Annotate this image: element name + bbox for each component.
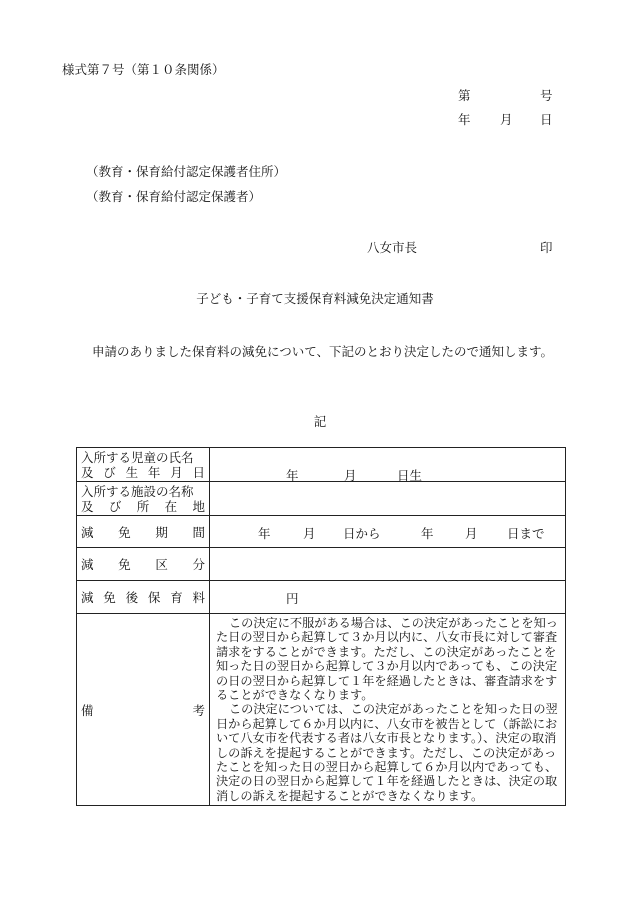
child-info-field [210,448,566,482]
label-char: び [108,498,122,514]
document-number-prefix: 第 [458,88,471,103]
seal-label: 印 [540,240,553,255]
label-char: 期 [155,524,168,540]
label-line-2 [81,465,205,480]
table-row-child [77,448,566,482]
label-char: 月 [170,464,183,480]
fee-field [210,581,566,614]
label-char: 料 [192,590,205,605]
remarks-paragraph-2: この決定については、この決定があったことを知った日の翌日から起算して６か月以内に、八女市を被告として（訴訟において八女市を代表する者は八女市長となります。）、決定の取消しの訴えを提起することができます。ただし、この決定があったことを知った日の翌日から起算して６か月以内であっても、決定の日の翌日から起算して１年を経過したときは、決定の取消しの訴えを提起することができなくなります。 [216,702,558,803]
form-number: 様式第７号（第１０条関係） [62,62,225,77]
ki-heading: 記 [313,414,327,429]
label-char: 保 [147,590,161,605]
document-title: 子ども・子育て支援保育料減免決定通知書 [196,291,434,306]
label-char: 区 [155,557,168,572]
label-char: 考 [192,702,205,718]
remarks-field [210,614,566,806]
period-to-year: 年 [421,525,434,541]
birth-year-label: 年 [286,467,299,483]
facility-info-field [210,482,566,516]
period-from-month: 月 [303,525,316,541]
period-field [210,516,566,548]
category-field [210,548,566,581]
date-month-label: 月 [500,112,513,127]
label-char: 及 [81,498,94,514]
body-paragraph: 申請のありました保育料の減免について、下記のとおり決定したので通知します。 [92,344,554,359]
label-char: 免 [118,557,131,572]
label-char: 備 [81,702,94,718]
label-char: 後 [125,590,139,605]
label-char: 地 [192,498,205,514]
table-row-facility [77,482,566,516]
label-facility-name-address [77,482,210,516]
period-from-year: 年 [258,525,271,541]
table-row-category [77,548,566,581]
period-to-month: 月 [465,525,478,541]
label-char: び [103,464,116,480]
label-line-2 [81,499,205,514]
remarks-paragraph-1: この決定に不服がある場合は、この決定があったことを知った日の翌日から起算して３か月以内に、八女市長に対して審査請求をすることができます。ただし、この決定があったことを知った日の翌日から起算して３か月以内であっても、この決定の日の翌日から起算して１年を経過したときは、審査請求をすることができなくなります。 [216,616,558,703]
label-char: 減 [81,524,94,540]
table-row-remarks [77,614,566,806]
label-char: 免 [118,524,131,540]
label-char: 育 [170,590,183,605]
date-day-label: 日 [540,112,553,127]
label-exemption-category [77,548,210,581]
label-line-1: 入所する児童の氏名 [81,449,194,465]
recipient-guardian: （教育・保育給付認定保護者） [86,189,262,204]
issuer-name: 八女市長 [367,240,418,255]
date-year-label: 年 [458,112,471,127]
label-char: 分 [192,557,205,572]
label-line-1: 入所する施設の名称 [81,483,194,499]
label-char: 減 [81,590,94,605]
label-char: 年 [147,464,161,480]
label-char: 及 [81,464,94,480]
label-char: 生 [125,464,139,480]
period-to-day: 日まで [507,525,545,541]
label-char: 間 [192,524,205,540]
table-row-fee [77,581,566,614]
table-row-period [77,516,566,548]
label-char: 免 [103,590,116,605]
label-char: 日 [192,464,205,480]
birth-month-label: 月 [344,467,357,483]
label-child-name-birthdate [77,448,210,482]
birth-day-label: 日生 [397,467,423,483]
document-number-suffix: 号 [540,88,553,103]
label-exemption-period [77,516,210,548]
label-char: 減 [81,557,94,572]
label-fee-after-exemption [77,581,210,614]
label-char: 在 [164,498,178,514]
label-char: 所 [136,498,150,514]
fee-unit-yen: 円 [286,591,299,606]
recipient-address: （教育・保育給付認定保護者住所） [86,164,287,179]
label-remarks [77,614,210,806]
decision-table [76,447,566,806]
period-from-day: 日から [343,525,381,541]
